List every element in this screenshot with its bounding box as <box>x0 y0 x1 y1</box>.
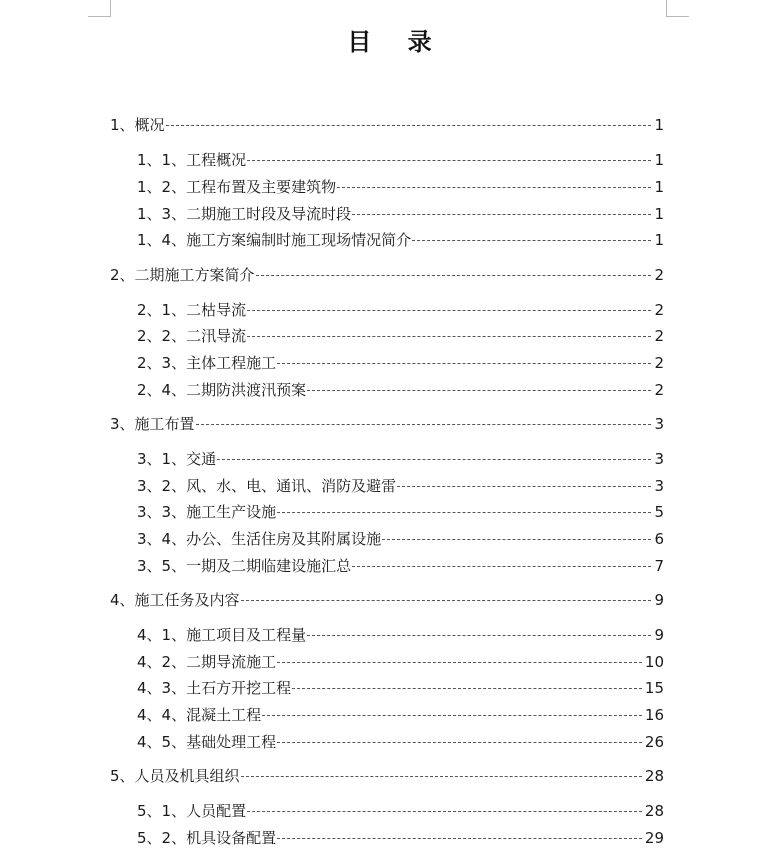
toc-subsection-entry[interactable] <box>137 146 664 170</box>
toc-subsection-entry[interactable] <box>137 173 664 197</box>
toc-dot-leader <box>241 775 642 777</box>
toc-dot-leader <box>292 687 642 689</box>
toc-subsection-entry[interactable] <box>137 674 664 698</box>
toc-dot-leader <box>382 538 651 540</box>
toc-page-number: 3 <box>654 477 664 495</box>
toc-section-entry[interactable] <box>110 762 664 786</box>
toc-entry-text: 3、1、交通 <box>137 450 217 468</box>
toc-subsection-entry[interactable] <box>137 525 664 549</box>
toc-page-number: 9 <box>654 591 664 609</box>
toc-dot-leader <box>247 159 651 161</box>
toc-dot-leader <box>352 565 651 567</box>
toc-entry-text: 1、3、二期施工时段及导流时段 <box>137 205 352 223</box>
toc-section-entry[interactable] <box>110 410 664 434</box>
toc-page-number: 2 <box>654 266 664 284</box>
toc-subsection-entry[interactable] <box>137 472 664 496</box>
toc-entry-text: 5、1、人员配置 <box>137 802 247 820</box>
toc-page-number: 2 <box>654 354 664 372</box>
toc-page-number: 2 <box>654 327 664 345</box>
toc-dot-leader <box>307 389 651 391</box>
toc-dot-leader <box>277 362 651 364</box>
toc-page-number: 28 <box>644 767 664 785</box>
toc-dot-leader <box>412 239 651 241</box>
toc-page-number: 26 <box>644 733 664 751</box>
toc-page-number: 1 <box>654 116 664 134</box>
toc-page-number: 16 <box>644 706 664 724</box>
toc-dot-leader <box>397 485 651 487</box>
toc-entry-text: 4、施工任务及内容 <box>110 591 240 609</box>
toc-entry-text: 4、5、基础处理工程 <box>137 733 277 751</box>
toc-page-number: 28 <box>644 802 664 820</box>
toc-subsection-entry[interactable] <box>137 824 664 848</box>
toc-dot-leader <box>352 213 651 215</box>
toc-dot-leader <box>241 599 652 601</box>
toc-page-number: 10 <box>644 653 664 671</box>
toc-entry-text: 4、2、二期导流施工 <box>137 653 277 671</box>
toc-dot-leader <box>262 714 642 716</box>
toc-subsection-entry[interactable] <box>137 296 664 320</box>
toc-entry-text: 1、4、施工方案编制时施工现场情况简介 <box>137 231 412 249</box>
toc-dot-leader <box>277 511 651 513</box>
toc-page-number: 1 <box>654 205 664 223</box>
toc-entry-text: 4、1、施工项目及工程量 <box>137 626 307 644</box>
toc-subsection-entry[interactable] <box>137 226 664 250</box>
toc-subsection-entry[interactable] <box>137 552 664 576</box>
toc-page-number: 6 <box>654 530 664 548</box>
toc-page-number: 5 <box>654 503 664 521</box>
toc-page-number: 29 <box>644 829 664 847</box>
toc-entry-text: 2、3、主体工程施工 <box>137 354 277 372</box>
toc-page-number: 15 <box>644 679 664 697</box>
toc-dot-leader <box>196 423 652 425</box>
toc-page-number: 7 <box>654 557 664 575</box>
toc-subsection-entry[interactable] <box>137 701 664 725</box>
toc-dot-leader <box>217 458 651 460</box>
toc-page-number: 9 <box>654 626 664 644</box>
toc-section-entry[interactable] <box>110 586 664 610</box>
toc-page-number: 1 <box>654 151 664 169</box>
toc-dot-leader <box>166 124 652 126</box>
toc-dot-leader <box>307 634 651 636</box>
toc-entry-text: 3、5、一期及二期临建设施汇总 <box>137 557 352 575</box>
toc-dot-leader <box>256 274 652 276</box>
toc-page-number: 2 <box>654 301 664 319</box>
toc-entry-text: 1、概况 <box>110 116 165 134</box>
toc-entry-text: 2、2、二汛导流 <box>137 327 247 345</box>
toc-subsection-entry[interactable] <box>137 498 664 522</box>
toc-page-number: 3 <box>654 415 664 433</box>
toc-dot-leader <box>277 837 642 839</box>
toc-entry-text: 5、2、机具设备配置 <box>137 829 277 847</box>
toc-page-number: 1 <box>654 231 664 249</box>
toc-entry-text: 4、4、混凝土工程 <box>137 706 262 724</box>
toc-subsection-entry[interactable] <box>137 445 664 469</box>
toc-entry-text: 2、二期施工方案简介 <box>110 266 255 284</box>
toc-entry-text: 3、4、办公、生活住房及其附属设施 <box>137 530 382 548</box>
toc-subsection-entry[interactable] <box>137 322 664 346</box>
toc-subsection-entry[interactable] <box>137 349 664 373</box>
toc-section-entry[interactable] <box>110 261 664 285</box>
crop-mark-top-right <box>666 0 689 17</box>
toc-entry-text: 3、2、风、水、电、通讯、消防及避雷 <box>137 477 397 495</box>
toc-entry-text: 2、1、二枯导流 <box>137 301 247 319</box>
toc-subsection-entry[interactable] <box>137 200 664 224</box>
toc-subsection-entry[interactable] <box>137 376 664 400</box>
crop-mark-top-left <box>88 0 111 17</box>
toc-subsection-entry[interactable] <box>137 797 664 821</box>
toc-page-number: 2 <box>654 381 664 399</box>
toc-entry-text: 5、人员及机具组织 <box>110 767 240 785</box>
toc-subsection-entry[interactable] <box>137 728 664 752</box>
toc-entry-text: 2、4、二期防洪渡汛预案 <box>137 381 307 399</box>
toc-entry-text: 3、施工布置 <box>110 415 195 433</box>
toc-dot-leader <box>247 309 651 311</box>
toc-subsection-entry[interactable] <box>137 621 664 645</box>
toc-dot-leader <box>247 335 651 337</box>
toc-dot-leader <box>337 186 651 188</box>
toc-page-number: 1 <box>654 178 664 196</box>
toc-title: 目 录 <box>347 28 446 56</box>
toc-page-number: 3 <box>654 450 664 468</box>
toc-dot-leader <box>247 810 642 812</box>
toc-entry-text: 4、3、土石方开挖工程 <box>137 679 292 697</box>
toc-section-entry[interactable] <box>110 111 664 135</box>
toc-entry-text: 3、3、施工生产设施 <box>137 503 277 521</box>
toc-entry-text: 1、2、工程布置及主要建筑物 <box>137 178 337 196</box>
toc-entry-text: 1、1、工程概况 <box>137 151 247 169</box>
toc-dot-leader <box>277 661 642 663</box>
toc-dot-leader <box>277 741 642 743</box>
toc-subsection-entry[interactable] <box>137 648 664 672</box>
